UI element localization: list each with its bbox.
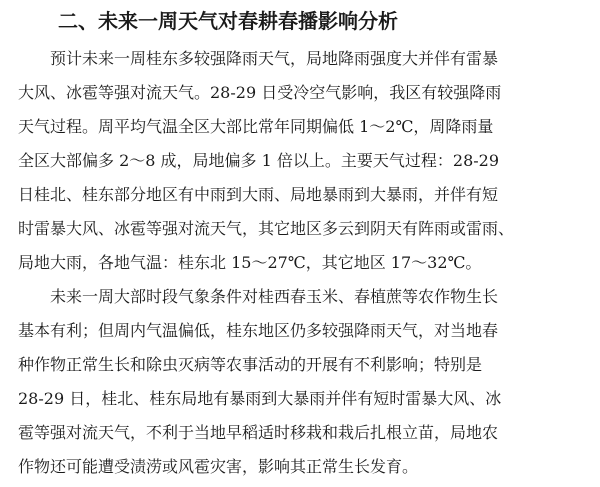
paragraph-line: 天气过程。周平均气温全区大部比常年同期偏低 1～2℃，周降雨量 xyxy=(18,117,494,136)
paragraph-line: 基本有利；但周内气温偏低，桂东地区仍多较强降雨天气，对当地春 xyxy=(18,321,499,340)
paragraph-line: 大风、冰雹等强对流天气。28-29 日受冷空气影响，我区有较强降雨 xyxy=(18,83,502,102)
paragraph-line: 雹等强对流天气，不利于当地早稻适时移栽和栽后扎根立苗，局地农 xyxy=(18,423,499,442)
paragraph-line: 作物还可能遭受渍涝或风雹灾害，影响其正常生长发育。 xyxy=(18,457,419,476)
paragraph-forecast xyxy=(18,42,590,280)
paragraph-line: 28-29 日，桂北、桂东局地有暴雨到大暴雨并伴有短时雷暴大风、冰 xyxy=(18,389,502,408)
paragraph-line: 时雷暴大风、冰雹等强对流天气，其它地区多云到阴天有阵雨或雷雨、 xyxy=(18,219,515,238)
paragraph-line: 未来一周大部时段气象条件对桂西春玉米、春植蔗等农作物生长 xyxy=(50,287,499,306)
paragraph-line: 预计未来一周桂东多较强降雨天气，局地降雨强度大并伴有雷暴 xyxy=(50,49,499,68)
paragraph-line: 全区大部偏多 2～8 成，局地偏多 1 倍以上。主要天气过程：28-29 xyxy=(18,151,500,170)
paragraph-line: 种作物正常生长和除虫灭病等农事活动的开展有不利影响；特别是 xyxy=(18,355,483,374)
section-heading: 二、未来一周天气对春耕春播影响分析 xyxy=(58,9,398,33)
paragraph-impact xyxy=(18,280,590,484)
paragraph-line: 局地大雨，各地气温：桂东北 15～27℃，其它地区 17～32℃。 xyxy=(18,253,482,272)
document-body xyxy=(18,0,590,484)
paragraph-line: 日桂北、桂东部分地区有中雨到大雨、局地暴雨到大暴雨，并伴有短 xyxy=(18,185,499,204)
